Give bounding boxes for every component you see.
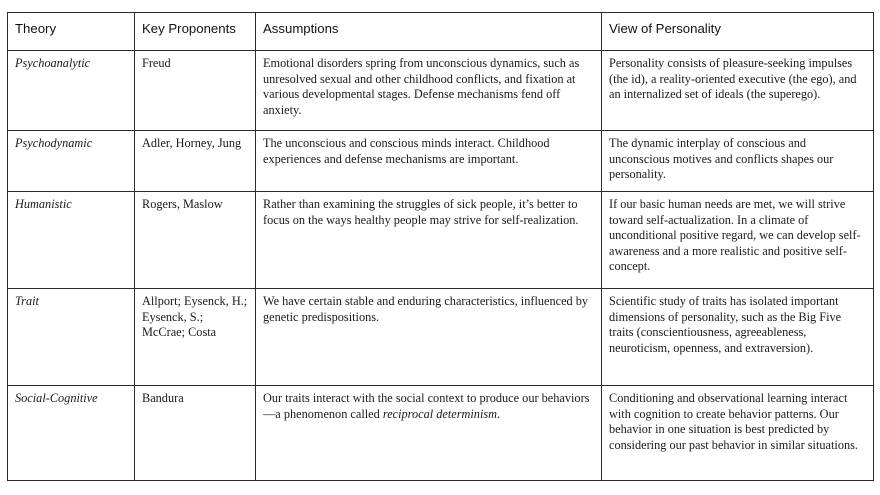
table-row <box>8 131 874 192</box>
header-view-of-personality: View of Personality <box>602 13 874 51</box>
assumptions-cell <box>256 386 602 481</box>
view-cell: The dynamic interplay of conscious and unconscious motives and conflicts shapes our personality. <box>602 131 874 192</box>
proponents-cell: Freud <box>135 51 256 131</box>
header-row <box>8 13 874 51</box>
assumptions-text-end: . <box>497 406 501 421</box>
proponents-cell: Adler, Horney, Jung <box>135 131 256 192</box>
theory-cell: Psychoanalytic <box>8 51 135 131</box>
table-row <box>8 289 874 386</box>
proponents-cell: Rogers, Maslow <box>135 192 256 289</box>
view-cell: If our basic human needs are met, we will strive toward self-actualization. In a climate of unconditional positive regard, we can develop self-awareness and a more realistic and positive self-concept. <box>602 192 874 289</box>
theory-cell: Social-Cognitive <box>8 386 135 481</box>
table-row <box>8 51 874 131</box>
proponents-cell: Bandura <box>135 386 256 481</box>
header-theory: Theory <box>8 13 135 51</box>
assumptions-cell: Emotional disorders spring from unconscious dynamics, such as unresolved sexual and other childhood conflicts, and fixation at various developmental stages. Defense mechanisms fend off anxiety. <box>256 51 602 131</box>
assumptions-cell: Rather than examining the struggles of sick people, it’s better to focus on the ways healthy people may strive for self-realization. <box>256 192 602 289</box>
emphasized-term: reciprocal determinism <box>382 406 498 421</box>
assumptions-cell: The unconscious and conscious minds interact. Childhood experiences and defense mechanisms are important. <box>256 131 602 192</box>
theory-cell: Humanistic <box>8 192 135 289</box>
assumptions-cell: We have certain stable and enduring characteristics, influenced by genetic predispositions. <box>256 289 602 386</box>
view-cell: Personality consists of pleasure-seeking impulses (the id), a reality-oriented executive (the ego), and an internalized set of ideals (the superego). <box>602 51 874 131</box>
header-key-proponents: Key Proponents <box>135 13 256 51</box>
theory-cell: Trait <box>8 289 135 386</box>
view-cell: Scientific study of traits has isolated important dimensions of personality, such as the Big Five traits (conscientiousness, agreeableness, neuroticism, openness, and extraversion). <box>602 289 874 386</box>
table-row <box>8 192 874 289</box>
table-container <box>7 12 873 481</box>
table-row <box>8 386 874 481</box>
personality-theories-table <box>7 12 874 481</box>
header-assumptions: Assumptions <box>256 13 602 51</box>
proponents-cell: Allport; Eysenck, H.; Eysenck, S.; McCrae; Costa <box>135 289 256 386</box>
assumptions-text: Our traits interact with the social context to produce our behaviors—a phenomenon called <box>263 391 590 421</box>
view-cell: Conditioning and observational learning interact with cognition to create behavior patterns. Our behavior in one situation is best predicted by considering our past behavior in similar situations. <box>602 386 874 481</box>
theory-cell: Psychodynamic <box>8 131 135 192</box>
